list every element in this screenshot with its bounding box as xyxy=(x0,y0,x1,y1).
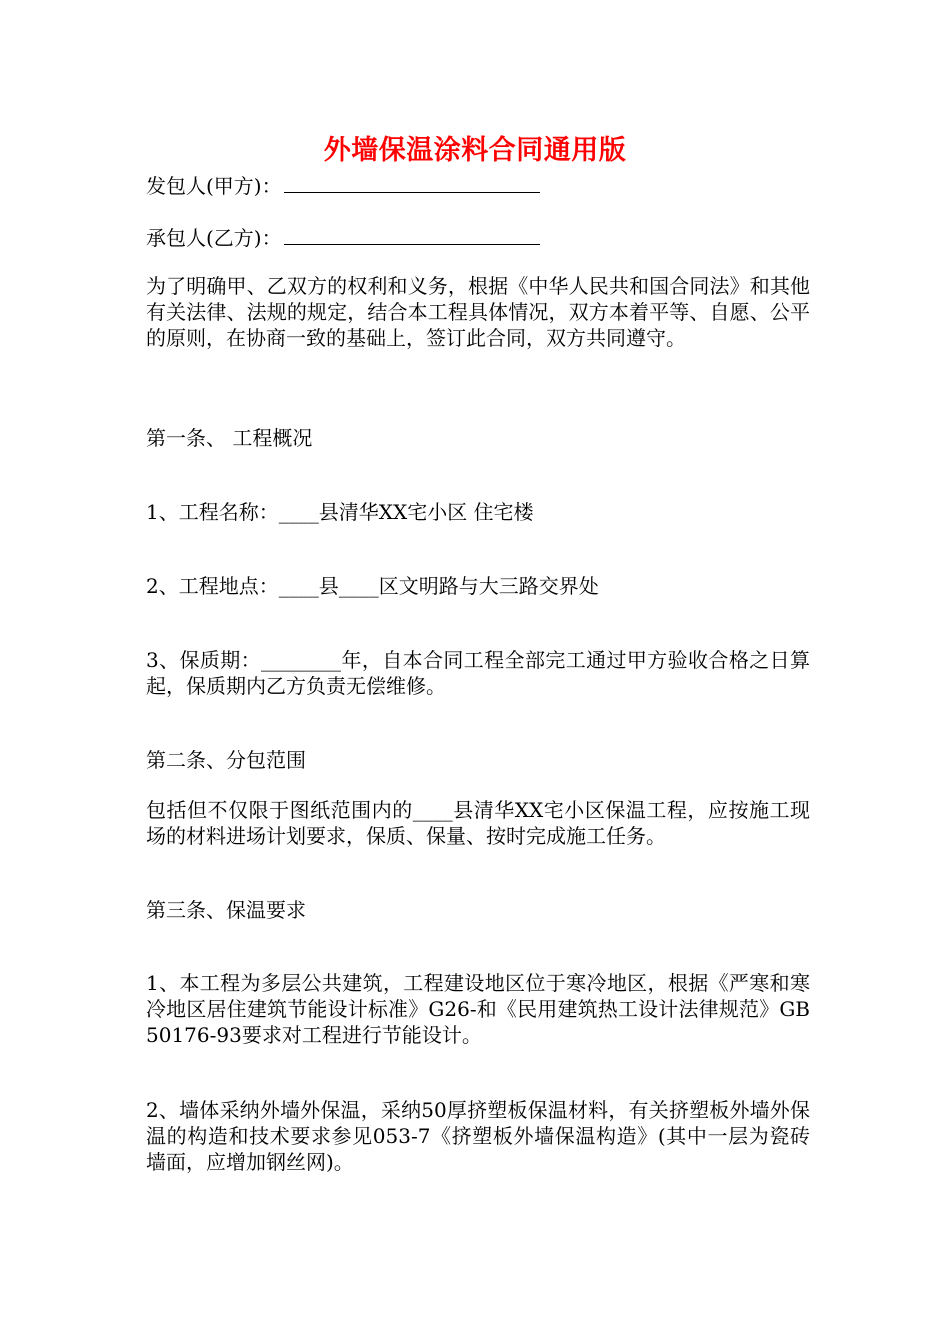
party-a-label: 发包人(甲方)： xyxy=(146,174,282,198)
document-title: 外墙保温涂料合同通用版 xyxy=(323,135,627,166)
article-2-heading: 第二条、分包范围 xyxy=(146,748,306,772)
article-3-heading: 第三条、保温要求 xyxy=(146,898,306,922)
article-1-item-2: 2、工程地点：____县____区文明路与大三路交界处 xyxy=(146,574,599,598)
article-1-item-3: 3、保质期：________年，自本合同工程全部完工通过甲方验收合格之日算起，保质期内乙方负责无偿维修。 xyxy=(146,648,810,698)
article-1-item-1: 1、工程名称：____县清华XX宅小区 住宅楼 xyxy=(146,500,534,524)
intro-paragraph: 为了明确甲、乙双方的权利和义务，根据《中华人民共和国合同法》和其他有关法律、法规的规定，结合本工程具体情况，双方本着平等、自愿、公平的原则，在协商一致的基础上，签订此合同，双方共同遵守。 xyxy=(146,274,810,350)
party-b-blank xyxy=(284,226,540,245)
party-a-line xyxy=(146,173,810,199)
article-3-item-2: 2、墙体采纳外墙外保温，采纳50厚挤塑板保温材料，有关挤塑板外墙外保温的构造和技术要求参见053-7《挤塑板外墙保温构造》(其中一层为瓷砖墙面，应增加钢丝网)。 xyxy=(146,1098,810,1174)
article-1-heading: 第一条、 工程概况 xyxy=(146,426,313,450)
article-2-text: 包括但不仅限于图纸范围内的____县清华XX宅小区保温工程，应按施工现场的材料进场计划要求，保质、保量、按时完成施工任务。 xyxy=(146,798,810,848)
party-b-label: 承包人(乙方)： xyxy=(146,226,282,250)
party-b-line xyxy=(146,225,810,251)
party-a-blank xyxy=(284,174,540,193)
article-3-item-1: 1、本工程为多层公共建筑，工程建设地区位于寒冷地区，根据《严寒和寒冷地区居住建筑节能设计标准》G26-和《民用建筑热工设计法律规范》GB50176-93要求对工程进行节能设计。 xyxy=(146,971,810,1047)
